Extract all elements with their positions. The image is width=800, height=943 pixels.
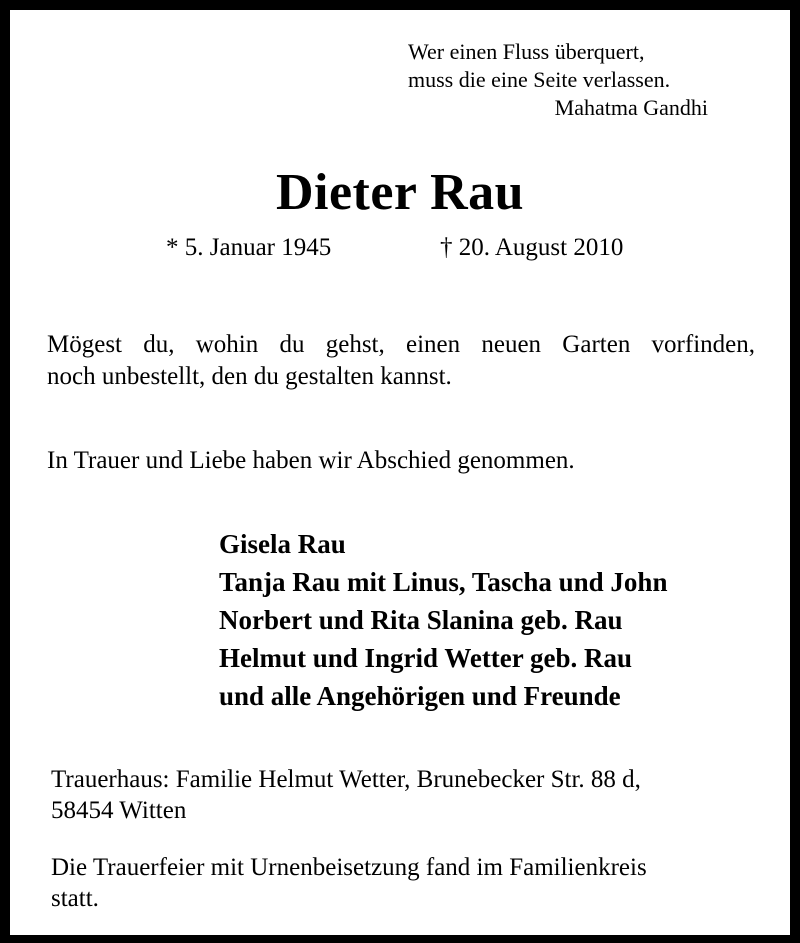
ceremony-line-1: Die Trauerfeier mit Urnenbeisetzung fand im Familienkreis [51, 854, 647, 881]
motto-line-1: Wer einen Fluss überquert, [408, 39, 645, 64]
memorial-verse [47, 329, 755, 393]
ceremony-note [51, 852, 647, 914]
mourner-entry: Tanja Rau mit Linus, Tascha und John [219, 567, 668, 597]
mourner-entry: und alle Angehörigen und Freunde [219, 681, 621, 711]
verse-line-2: noch unbestellt, den du gestalten kannst. [47, 363, 452, 390]
mourner-entry: Helmut und Ingrid Wetter geb. Rau [219, 643, 633, 673]
motto-author: Mahatma Gandhi [554, 95, 708, 120]
mourning-house-address [51, 764, 641, 826]
death-date: † 20. August 2010 [440, 234, 624, 261]
address-line-2: 58454 Witten [51, 797, 187, 824]
verse-line-1: Mögest du, wohin du gehst, einen neuen Garten vorfinden, [47, 331, 755, 358]
motto-quote [408, 38, 708, 122]
motto-line-2: muss die eine Seite verlassen. [408, 67, 671, 92]
mourner-entry: Gisela Rau [219, 529, 346, 559]
mourners-list [219, 525, 667, 715]
mourner-entry: Norbert und Rita Slanina geb. Rau [219, 605, 623, 635]
farewell-text: In Trauer und Liebe haben wir Abschied genommen. [47, 447, 575, 474]
address-line-1: Trauerhaus: Familie Helmut Wetter, Brunebecker Str. 88 d, [51, 766, 641, 793]
ceremony-line-2: statt. [51, 885, 99, 912]
deceased-name: Dieter Rau [275, 164, 525, 221]
birth-date: * 5. Januar 1945 [166, 234, 332, 261]
